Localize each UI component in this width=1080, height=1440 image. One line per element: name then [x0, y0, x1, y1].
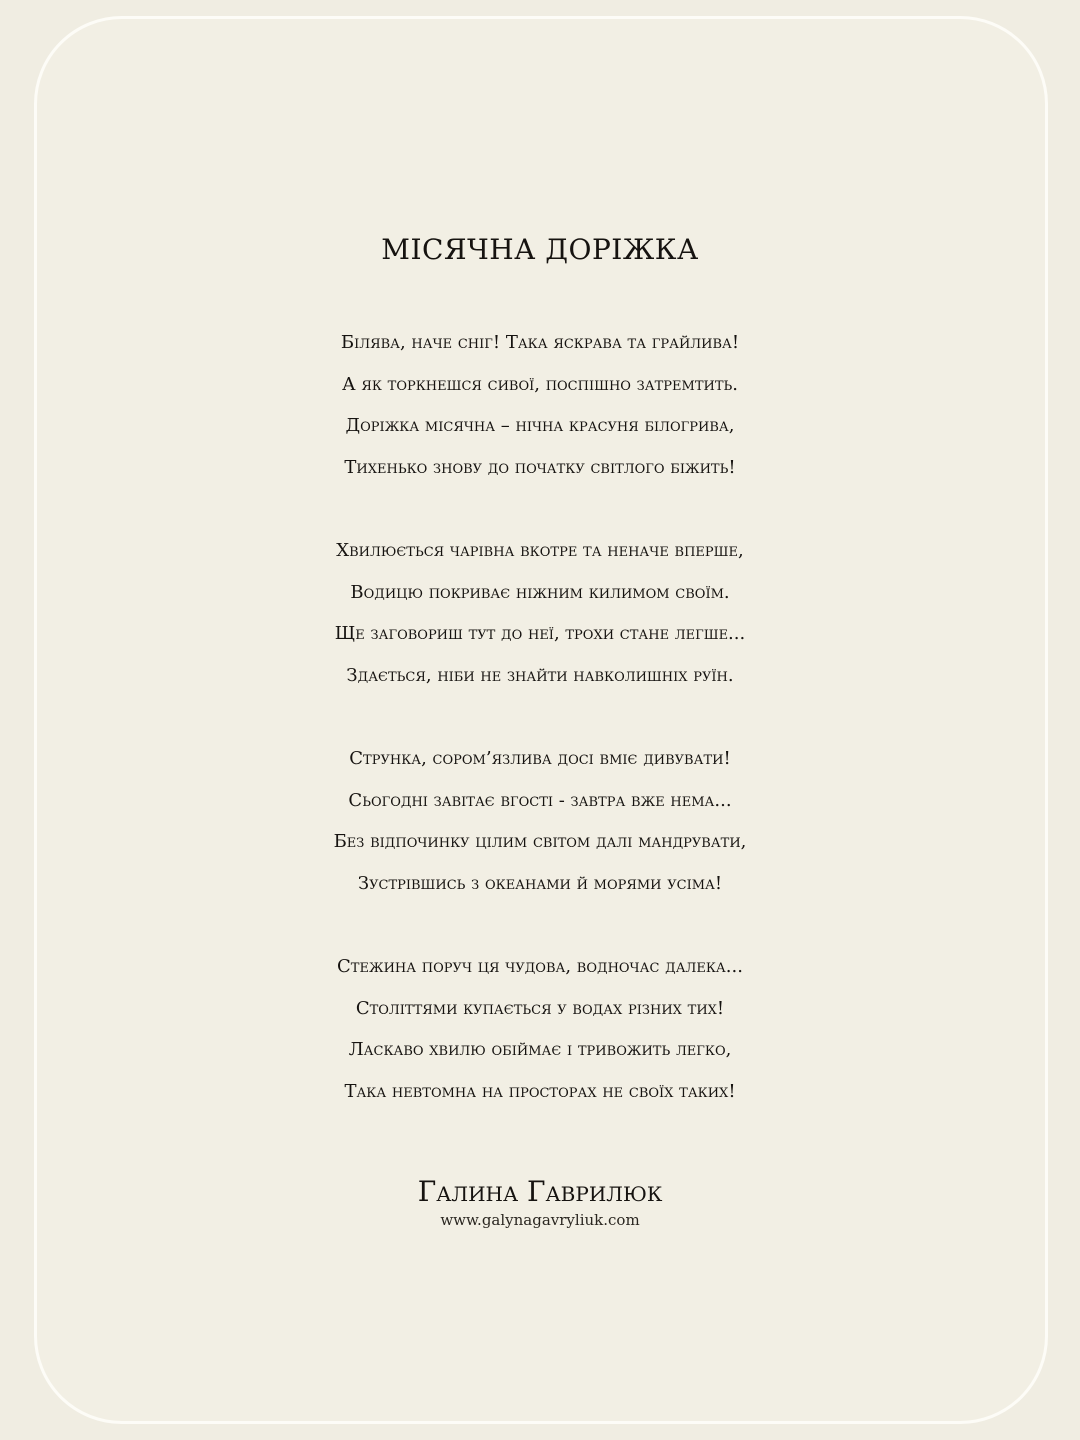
stanza-1: [0, 322, 1080, 488]
poem-line: Така невтомна на просторах не своїх таких!: [344, 1080, 736, 1102]
poem-line: Струнка, сором’язлива досі вміє дивувати!: [349, 748, 731, 769]
poem-line: Століттями купається у водах різних тих!: [355, 997, 725, 1019]
poem-line: Стежина поруч ця чудова, водночас далека...: [337, 956, 743, 977]
poem-line: Доріжка місячна – нічна красуня білогрива,: [345, 415, 735, 436]
poem-line: Ще заговориш тут до неї, трохи стане легше...: [334, 623, 746, 644]
poem-line: Хвилюється чарівна вкотре та неначе вперше,: [336, 540, 744, 561]
stanza-3: [0, 738, 1080, 904]
poem-line: Білява, наче сніг! Така яскрава та грайлива!: [340, 332, 740, 353]
stanza-2: [0, 530, 1080, 696]
poem-line: Водицю покриває ніжним килимом своїм.: [350, 581, 730, 603]
poem-line: Тихенько знову до початку світлого біжить!: [344, 456, 736, 478]
poem-line: Здається, ніби не знайти навколишніх руїн.: [346, 664, 734, 686]
stanza-4: [0, 946, 1080, 1112]
poem-line: Зустрівшись з океанами й морями усіма!: [357, 872, 723, 894]
poem-line: Без відпочинку цілим світом далі мандрувати,: [333, 831, 747, 852]
poem-line: Ласкаво хвилю обіймає і тривожить легко,: [348, 1039, 732, 1060]
author-website: www.galynagavryliuk.com: [440, 1211, 640, 1229]
poem-author: Галина Гаврилюк: [417, 1175, 663, 1208]
poem-line: Сьогодні завітає вгості - завтра вже нема...: [348, 789, 732, 811]
poem-line: А як торкнешся сивої, поспішно затремтить.: [342, 373, 738, 395]
poem-title: МІСЯЧНА ДОРІЖКА: [381, 233, 699, 266]
